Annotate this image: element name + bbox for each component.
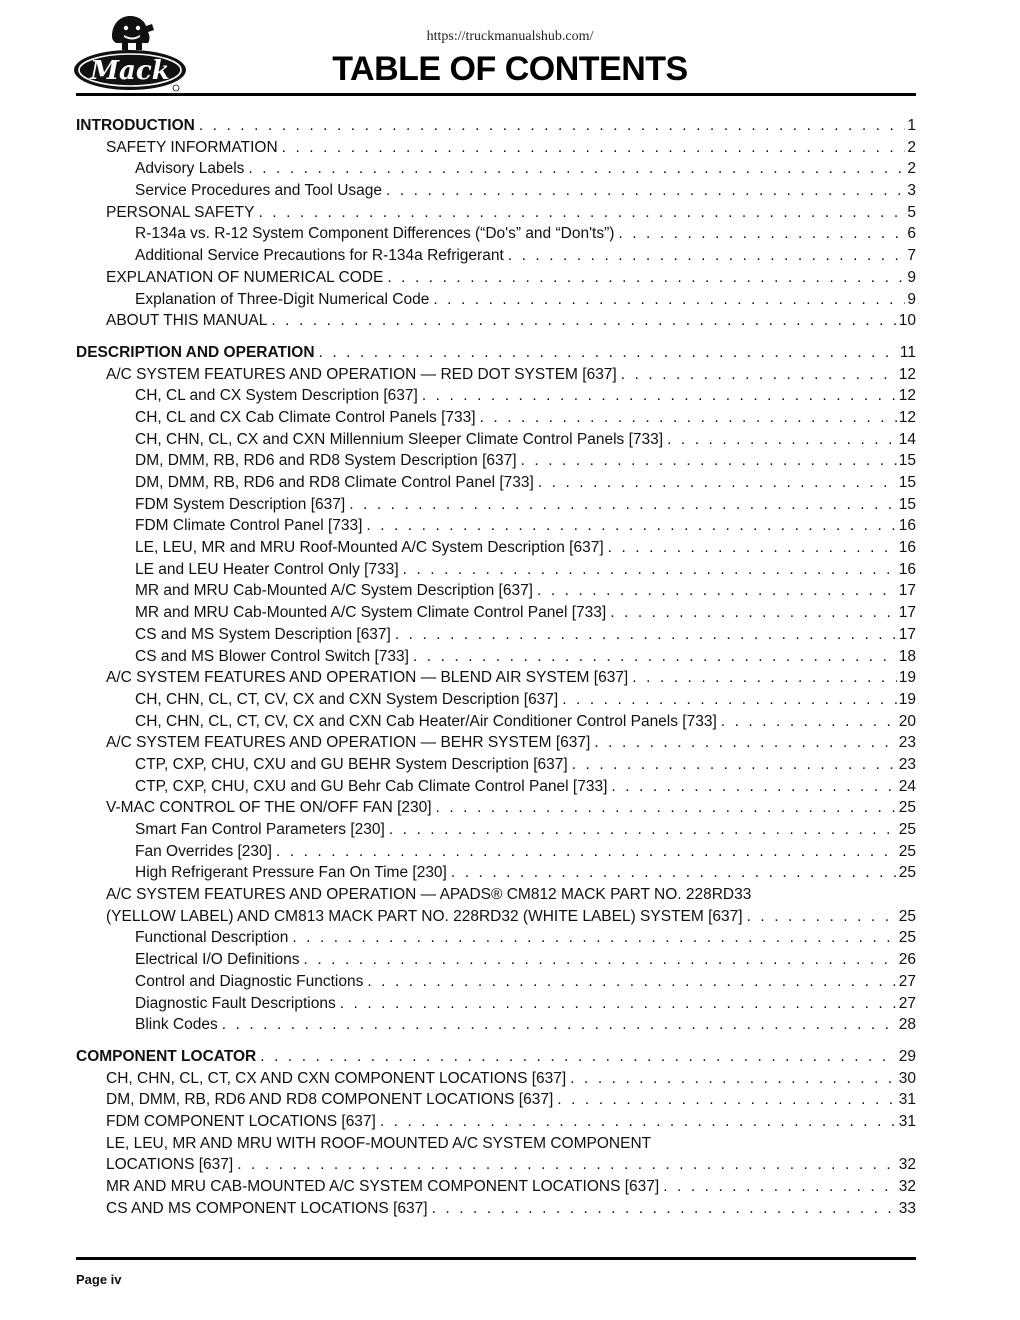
toc-entry[interactable] xyxy=(76,115,916,137)
toc-entry[interactable] xyxy=(76,580,916,602)
toc-entry[interactable] xyxy=(76,310,916,332)
toc-entry-page: 18 xyxy=(898,647,916,665)
toc-entry-title: FDM System Description [637] xyxy=(135,495,346,513)
dot-leader xyxy=(433,289,905,311)
toc-entry-title: MR AND MRU CAB-MOUNTED A/C SYSTEM COMPONENT LOCATIONS [637] xyxy=(106,1178,660,1195)
toc-entry-page: 31 xyxy=(898,1091,916,1109)
dot-leader xyxy=(199,115,906,137)
toc-entry-title: CH, CHN, CL, CT, CX AND CXN COMPONENT LOCATIONS [637] xyxy=(106,1069,567,1087)
toc-entry-title: Diagnostic Fault Descriptions xyxy=(135,994,336,1012)
toc-entry-title: Additional Service Precautions for R-134a Refrigerant xyxy=(135,247,504,265)
toc-entry-page: 25 xyxy=(898,799,916,817)
dot-leader xyxy=(667,429,897,451)
toc-entry[interactable] xyxy=(76,1133,916,1155)
toc-entry-title: FDM COMPONENT LOCATIONS [637] xyxy=(106,1112,376,1130)
toc-entry[interactable] xyxy=(76,711,916,733)
toc-entry-title: FDM Climate Control Panel [733] xyxy=(135,517,363,535)
toc-entry-page: 7 xyxy=(907,247,916,265)
toc-entry[interactable] xyxy=(76,137,916,159)
toc-entry-page: 31 xyxy=(898,1112,916,1130)
toc-entry[interactable] xyxy=(76,841,916,863)
toc-entry-title: Functional Description xyxy=(135,929,289,947)
toc-entry-page: 2 xyxy=(907,138,916,156)
dot-leader xyxy=(260,1046,896,1068)
toc-entry-title: Explanation of Three-Digit Numerical Code xyxy=(135,290,430,308)
dot-leader xyxy=(367,971,896,993)
toc-entry-page: 15 xyxy=(898,452,916,470)
header-url: https://truckmanualshub.com/ xyxy=(426,29,594,44)
toc-entry-page: 26 xyxy=(898,951,916,969)
page-number: Page iv xyxy=(76,1272,122,1287)
toc-entry-page: 16 xyxy=(898,539,916,557)
dot-leader xyxy=(538,472,897,494)
toc-entry-title: LOCATIONS [637] xyxy=(106,1156,234,1174)
toc-entry-title: COMPONENT LOCATOR xyxy=(76,1047,257,1065)
dot-leader xyxy=(389,819,897,841)
toc-entry-page: 12 xyxy=(898,408,916,426)
toc-entry-page: 2 xyxy=(907,160,916,178)
dot-leader xyxy=(319,342,898,364)
toc-entry[interactable] xyxy=(76,667,916,689)
dot-leader xyxy=(258,202,905,224)
toc-entry[interactable] xyxy=(76,1089,916,1111)
dot-leader xyxy=(572,754,897,776)
toc-entry[interactable] xyxy=(76,158,916,180)
toc-entry[interactable] xyxy=(76,1014,916,1036)
toc-entry-title: CH, CHN, CL, CT, CV, CX and CXN System Description [637] xyxy=(135,690,559,708)
toc-entry-title: V-MAC CONTROL OF THE ON/OFF FAN [230] xyxy=(106,799,432,817)
toc-entry-page: 25 xyxy=(898,907,916,925)
toc-entry[interactable] xyxy=(76,559,916,581)
toc-entry-page: 27 xyxy=(898,994,916,1012)
toc-entry-page: 24 xyxy=(898,777,916,795)
toc-entry[interactable] xyxy=(76,515,916,537)
toc-entry-title: CTP, CXP, CHU, CXU and GU Behr Cab Climate Control Panel [733] xyxy=(135,777,608,795)
toc-entry-page: 25 xyxy=(898,929,916,947)
dot-leader xyxy=(432,1198,897,1220)
toc-entry-page: 3 xyxy=(907,182,916,200)
toc-entry[interactable] xyxy=(76,732,916,754)
toc-entry-page: 6 xyxy=(907,225,916,243)
dot-leader xyxy=(570,1068,897,1090)
toc-entry[interactable] xyxy=(76,884,916,906)
dot-leader xyxy=(292,927,896,949)
dot-leader xyxy=(436,797,897,819)
toc-entry[interactable] xyxy=(76,429,916,451)
toc-entry[interactable] xyxy=(76,289,916,311)
toc-entry-title: EXPLANATION OF NUMERICAL CODE xyxy=(106,268,384,286)
toc-entry[interactable] xyxy=(76,407,916,429)
toc-entry-page: 16 xyxy=(898,560,916,578)
toc-entry-page: 23 xyxy=(898,755,916,773)
toc-entry-title: LE, LEU, MR AND MRU WITH ROOF-MOUNTED A/C SYSTEM COMPONENT xyxy=(106,1134,652,1152)
toc-entry-title: MR and MRU Cab-Mounted A/C System Climate Control Panel [733] xyxy=(135,604,607,622)
toc-entry[interactable] xyxy=(76,1176,916,1198)
toc-entry-page: 14 xyxy=(898,430,916,448)
toc-entry[interactable] xyxy=(76,1154,916,1176)
toc-entry[interactable] xyxy=(76,927,916,949)
dot-leader xyxy=(237,1154,897,1176)
toc-entry[interactable] xyxy=(76,949,916,971)
dot-leader xyxy=(632,667,897,689)
toc-entry-title: CS and MS Blower Control Switch [733] xyxy=(135,647,409,665)
toc-entry-title: High Refrigerant Pressure Fan On Time [230] xyxy=(135,864,447,882)
toc-entry[interactable] xyxy=(76,364,916,386)
toc-entry-page: 17 xyxy=(898,582,916,600)
toc-entry-title: LE and LEU Heater Control Only [733] xyxy=(135,560,399,578)
toc-entry[interactable] xyxy=(76,646,916,668)
toc-entry-page: 25 xyxy=(898,842,916,860)
dot-leader xyxy=(557,1089,896,1111)
toc-entry[interactable] xyxy=(76,245,916,267)
toc-entry-title: CH, CHN, CL, CT, CV, CX and CXN Cab Heater/Air Conditioner Control Panels [733] xyxy=(135,712,717,730)
toc-entry[interactable] xyxy=(76,624,916,646)
toc-entry-title: CH, CL and CX System Description [637] xyxy=(135,387,418,405)
dot-leader xyxy=(608,537,897,559)
toc-entry-page: 25 xyxy=(898,864,916,882)
footer-divider xyxy=(76,1257,916,1260)
toc-entry[interactable] xyxy=(76,819,916,841)
svg-text:Mack: Mack xyxy=(90,56,170,86)
dot-leader xyxy=(594,732,896,754)
dot-leader xyxy=(508,245,906,267)
toc-entry-title: Smart Fan Control Parameters [230] xyxy=(135,821,385,838)
toc-entry-title: A/C SYSTEM FEATURES AND OPERATION — BEHR SYSTEM [637] xyxy=(106,734,591,752)
toc-entry-title: SAFETY INFORMATION xyxy=(106,138,278,156)
toc-entry[interactable] xyxy=(76,993,916,1015)
dot-leader xyxy=(248,158,905,180)
dot-leader xyxy=(611,776,896,798)
toc-entry[interactable] xyxy=(76,689,916,711)
toc-entry-title: Advisory Labels xyxy=(135,160,245,178)
toc-entry-page: 15 xyxy=(898,495,916,513)
dot-leader xyxy=(271,310,896,332)
toc-entry-page: 25 xyxy=(898,821,916,838)
toc-entry-title: A/C SYSTEM FEATURES AND OPERATION — RED DOT SYSTEM [637] xyxy=(106,365,617,383)
toc-entry-page: 20 xyxy=(898,712,916,730)
toc-entry-page: 17 xyxy=(898,604,916,622)
dot-leader xyxy=(747,906,897,928)
toc-entry-title: A/C SYSTEM FEATURES AND OPERATION — BLEND AIR SYSTEM [637] xyxy=(106,669,629,687)
toc-entry[interactable] xyxy=(76,1068,916,1090)
toc-entry[interactable] xyxy=(76,494,916,516)
toc-entry[interactable] xyxy=(76,537,916,559)
dot-leader xyxy=(663,1176,897,1198)
toc-entry-page: 5 xyxy=(907,203,916,221)
dot-leader xyxy=(413,646,897,668)
toc-entry[interactable] xyxy=(76,1198,916,1220)
dot-leader xyxy=(562,689,897,711)
dot-leader xyxy=(282,137,906,159)
toc-entry-title: CS and MS System Description [637] xyxy=(135,625,391,643)
toc-entry[interactable] xyxy=(76,1046,916,1068)
dot-leader xyxy=(451,862,897,884)
header-divider xyxy=(76,93,916,96)
toc-entry[interactable] xyxy=(76,450,916,472)
toc-entry-page: 9 xyxy=(907,268,916,286)
toc-entry-page: 9 xyxy=(907,290,916,308)
dot-leader xyxy=(380,1111,897,1133)
dot-leader xyxy=(222,1014,897,1036)
toc-entry-page: 27 xyxy=(898,972,916,990)
dot-leader xyxy=(422,385,897,407)
dot-leader xyxy=(395,624,897,646)
dot-leader xyxy=(618,223,905,245)
toc-entry-title: Fan Overrides [230] xyxy=(135,842,272,860)
toc-entry-title: CS AND MS COMPONENT LOCATIONS [637] xyxy=(106,1199,428,1217)
toc-entry-title: Control and Diagnostic Functions xyxy=(135,972,364,990)
dot-leader xyxy=(610,602,897,624)
toc-entry-page: 29 xyxy=(898,1047,916,1065)
toc-entry-title: A/C SYSTEM FEATURES AND OPERATION — APADS® CM812 MACK PART NO. 228RD33 xyxy=(106,886,752,904)
toc-entry-page: 16 xyxy=(898,517,916,535)
dot-leader xyxy=(621,364,897,386)
dot-leader xyxy=(276,841,897,863)
toc-entry[interactable] xyxy=(76,223,916,245)
dot-leader xyxy=(721,711,897,733)
toc-entry[interactable] xyxy=(76,797,916,819)
toc-entry-title: LE, LEU, MR and MRU Roof-Mounted A/C System Description [637] xyxy=(135,539,604,557)
dot-leader xyxy=(304,949,897,971)
toc-entry-page: 1 xyxy=(907,117,916,134)
toc-entry-page: 10 xyxy=(898,312,916,330)
toc-entry-title: DESCRIPTION AND OPERATION xyxy=(76,343,315,361)
toc-entry[interactable] xyxy=(76,602,916,624)
dot-leader xyxy=(366,515,896,537)
dot-leader xyxy=(386,180,905,202)
toc-entry-page: 15 xyxy=(898,474,916,491)
toc-entry[interactable] xyxy=(76,385,916,407)
toc-entry-page: 32 xyxy=(898,1156,916,1174)
toc-entry-page: 11 xyxy=(899,343,916,361)
toc-entry-page: 33 xyxy=(898,1199,916,1217)
dot-leader xyxy=(521,450,897,472)
toc-entry-page: 12 xyxy=(898,387,916,405)
toc-entry-title: DM, DMM, RB, RD6 and RD8 System Description [637] xyxy=(135,452,517,470)
toc-entry-page: 17 xyxy=(898,625,916,643)
toc-entry-title: (YELLOW LABEL) AND CM813 MACK PART NO. 228RD32 (WHITE LABEL) SYSTEM [637] xyxy=(106,907,743,925)
toc-entry[interactable] xyxy=(76,472,916,494)
toc-entry[interactable] xyxy=(76,267,916,289)
dot-leader xyxy=(340,993,897,1015)
toc-entry[interactable] xyxy=(76,754,916,776)
toc-entry-page: 19 xyxy=(898,669,916,687)
toc-entry-title: Service Procedures and Tool Usage xyxy=(135,182,382,200)
dot-leader xyxy=(387,267,905,289)
dot-leader xyxy=(349,494,897,516)
toc-entry[interactable] xyxy=(76,180,916,202)
toc-entry-page: 23 xyxy=(898,734,916,752)
toc-entry-title: DM, DMM, RB, RD6 and RD8 Climate Control Panel [733] xyxy=(135,474,534,491)
dot-leader xyxy=(537,580,897,602)
toc-entry-page: 28 xyxy=(898,1016,916,1034)
toc-entry-title: R-134a vs. R-12 System Component Differences (“Do's” and “Don'ts”) xyxy=(135,225,615,243)
toc-entry-title: Electrical I/O Definitions xyxy=(135,951,300,969)
toc-entry-page: 12 xyxy=(898,365,916,383)
toc-entry[interactable] xyxy=(76,862,916,884)
toc-entry-title: ABOUT THIS MANUAL xyxy=(106,312,268,330)
toc-entry[interactable] xyxy=(76,202,916,224)
dot-leader xyxy=(480,407,897,429)
toc-entry-title: PERSONAL SAFETY xyxy=(106,203,255,221)
toc-entry[interactable] xyxy=(76,1111,916,1133)
toc-entry-title: Blink Codes xyxy=(135,1016,218,1034)
table-of-contents xyxy=(76,115,916,1219)
toc-entry-page: 32 xyxy=(898,1178,916,1195)
dot-leader xyxy=(403,559,897,581)
page-title: TABLE OF CONTENTS xyxy=(332,50,688,88)
toc-entry-title: CH, CHN, CL, CX and CXN Millennium Sleeper Climate Control Panels [733] xyxy=(135,430,664,448)
toc-entry[interactable] xyxy=(76,776,916,798)
toc-entry[interactable] xyxy=(76,342,916,364)
toc-entry[interactable] xyxy=(76,971,916,993)
toc-entry-page: 19 xyxy=(898,690,916,708)
toc-entry-title: CH, CL and CX Cab Climate Control Panels [733] xyxy=(135,408,476,426)
toc-entry-title: INTRODUCTION xyxy=(76,117,195,134)
toc-entry[interactable] xyxy=(76,906,916,928)
toc-entry-title: CTP, CXP, CHU, CXU and GU BEHR System Description [637] xyxy=(135,755,568,773)
toc-entry-title: MR and MRU Cab-Mounted A/C System Description [637] xyxy=(135,582,533,600)
toc-entry-title: DM, DMM, RB, RD6 AND RD8 COMPONENT LOCATIONS [637] xyxy=(106,1091,554,1109)
toc-entry-page: 30 xyxy=(898,1069,916,1087)
